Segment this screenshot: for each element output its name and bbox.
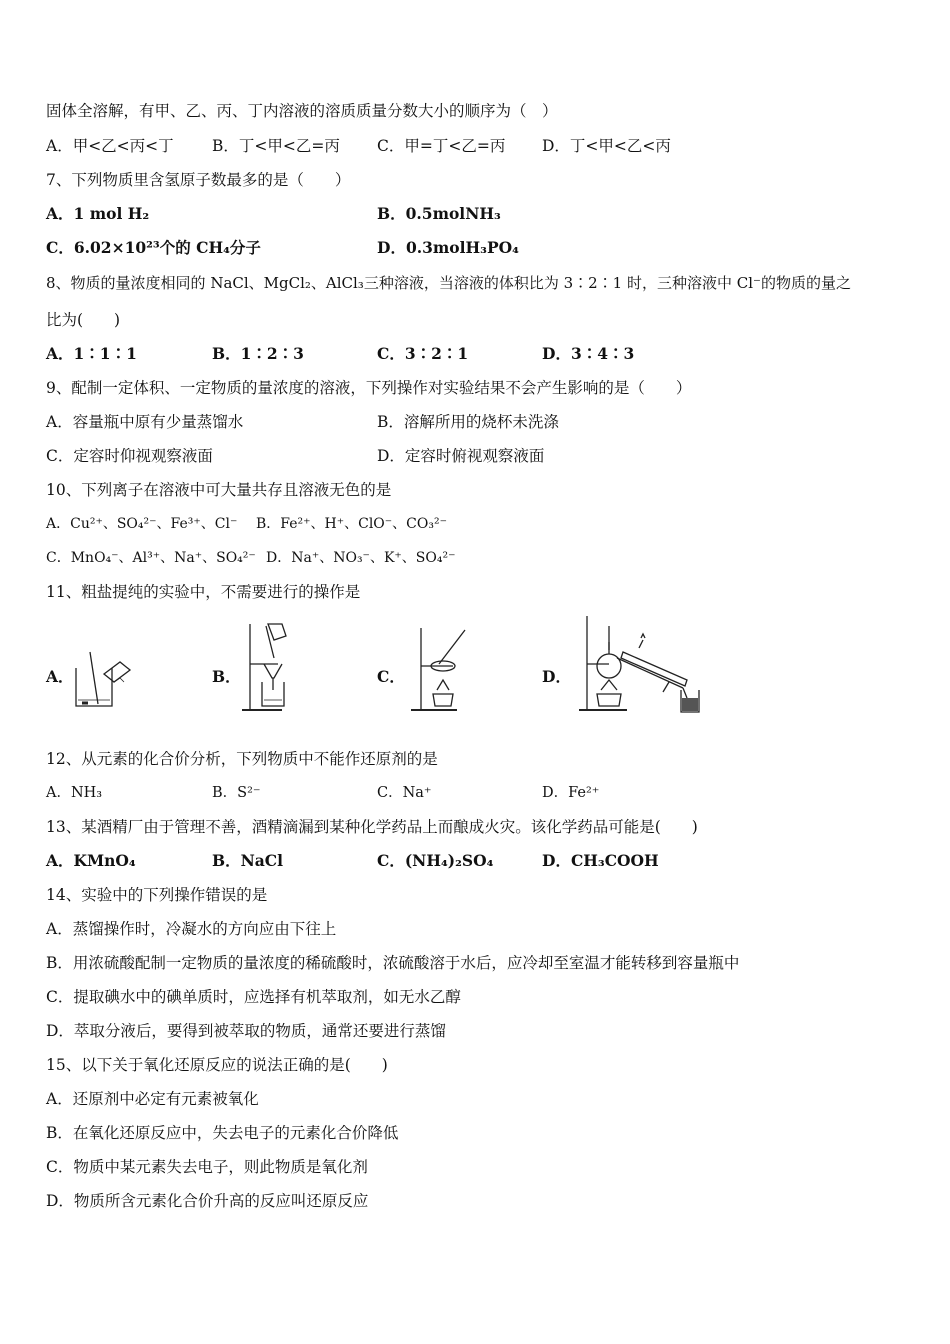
q9-stem: 9、配制一定体积、一定物质的量浓度的溶液，下列操作对实验结果不会产生影响的是（ ） — [46, 379, 692, 397]
q13-option-d: D．CH₃COOH — [542, 851, 659, 870]
q11-stem: 11、粗盐提纯的实验中，不需要进行的操作是 — [46, 583, 361, 601]
q14-option-b: B．用浓硫酸配制一定物质的量浓度的稀硫酸时，浓硫酸溶于水后，应冷却至室温才能转移到容量瓶中 — [46, 954, 740, 972]
distillation-setup-figure — [575, 612, 707, 716]
q13-stem: 13、某酒精厂由于管理不善，酒精滴漏到某种化学药品上而酿成火灾。该化学药品可能是( ) — [46, 818, 698, 836]
q12-option-d: D．Fe²⁺ — [542, 785, 600, 801]
q11-option-a-label: A． — [46, 667, 74, 686]
filtration-setup-figure — [238, 620, 296, 716]
q7-option-c: C．6.02×10²³个的 CH₄分子 — [46, 238, 261, 257]
q7-option-a: A．1 mol H₂ — [46, 204, 150, 223]
q9-option-c: C．定容时仰视观察液面 — [46, 447, 213, 465]
q14-option-a: A．蒸馏操作时，冷凝水的方向应由下往上 — [46, 920, 337, 938]
q13-option-b: B．NaCl — [212, 851, 284, 870]
q7-stem: 7、下列物质里含氢原子数最多的是（ ） — [46, 171, 351, 189]
q15-stem: 15、以下关于氧化还原反应的说法正确的是( ) — [46, 1056, 388, 1074]
q10-stem: 10、下列离子在溶液中可大量共存且溶液无色的是 — [46, 481, 392, 499]
q11-option-b-label: B． — [212, 667, 241, 686]
q8-option-b: B．1∶2∶3 — [212, 344, 304, 363]
q8-option-a: A．1∶1∶1 — [46, 344, 137, 363]
q12-option-c: C．Na⁺ — [377, 785, 432, 801]
q6-option-b: B．丁<甲<乙=丙 — [212, 137, 340, 155]
q6-option-a: A．甲<乙<丙<丁 — [46, 137, 174, 155]
q15-option-b: B．在氧化还原反应中，失去电子的元素化合价降低 — [46, 1124, 399, 1142]
q9-option-d: D．定容时俯视观察液面 — [377, 447, 545, 465]
q6-option-c: C．甲=丁<乙=丙 — [377, 137, 506, 155]
q14-stem: 14、实验中的下列操作错误的是 — [46, 886, 268, 904]
q9-option-a: A．容量瓶中原有少量蒸馏水 — [46, 413, 244, 431]
q8-option-c: C．3∶2∶1 — [377, 344, 469, 363]
q13-option-c: C．(NH₄)₂SO₄ — [377, 851, 494, 870]
q10-option-b: B．Fe²⁺、H⁺、ClO⁻、CO₃²⁻ — [256, 516, 447, 532]
q12-option-a: A．NH₃ — [46, 785, 103, 801]
q9-option-b: B．溶解所用的烧杯未洗涤 — [377, 413, 559, 431]
q6-stem: 固体全溶解，有甲、乙、丙、丁内溶液的溶质质量分数大小的顺序为（ ） — [46, 102, 558, 120]
q8-stem-line2: 比为( ) — [46, 311, 121, 329]
evaporation-setup-figure — [405, 624, 471, 716]
q11-option-d-label: D． — [542, 667, 571, 686]
q8-option-d: D．3∶4∶3 — [542, 344, 635, 363]
q13-option-a: A．KMnO₄ — [46, 851, 136, 870]
q7-option-b: B．0.5molNH₃ — [377, 204, 501, 223]
q10-option-c: C．MnO₄⁻、Al³⁺、Na⁺、SO₄²⁻ — [46, 550, 256, 566]
dissolving-beaker-figure — [68, 648, 136, 710]
q11-option-c-label: C． — [377, 667, 405, 686]
q8-stem-line1: 8、物质的量浓度相同的 NaCl、MgCl₂、AlCl₃三种溶液，当溶液的体积比为 3∶2∶1 时，三种溶液中 Cl⁻的物质的量之 — [46, 274, 851, 292]
q15-option-a: A．还原剂中必定有元素被氧化 — [46, 1090, 259, 1108]
q12-option-b: B．S²⁻ — [212, 785, 261, 801]
q12-stem: 12、从元素的化合价分析，下列物质中不能作还原剂的是 — [46, 750, 438, 768]
q7-option-d: D．0.3molH₃PO₄ — [377, 238, 519, 257]
q15-option-c: C．物质中某元素失去电子，则此物质是氧化剂 — [46, 1158, 368, 1176]
q6-option-d: D．丁<甲<乙<丙 — [542, 137, 671, 155]
q10-option-a: A．Cu²⁺、SO₄²⁻、Fe³⁺、Cl⁻ — [46, 516, 238, 532]
q15-option-d: D．物质所含元素化合价升高的反应叫还原反应 — [46, 1192, 369, 1210]
q14-option-c: C．提取碘水中的碘单质时，应选择有机萃取剂，如无水乙醇 — [46, 988, 461, 1006]
q10-option-d: D．Na⁺、NO₃⁻、K⁺、SO₄²⁻ — [266, 550, 456, 566]
q14-option-d: D．萃取分液后，要得到被萃取的物质，通常还要进行蒸馏 — [46, 1022, 446, 1040]
